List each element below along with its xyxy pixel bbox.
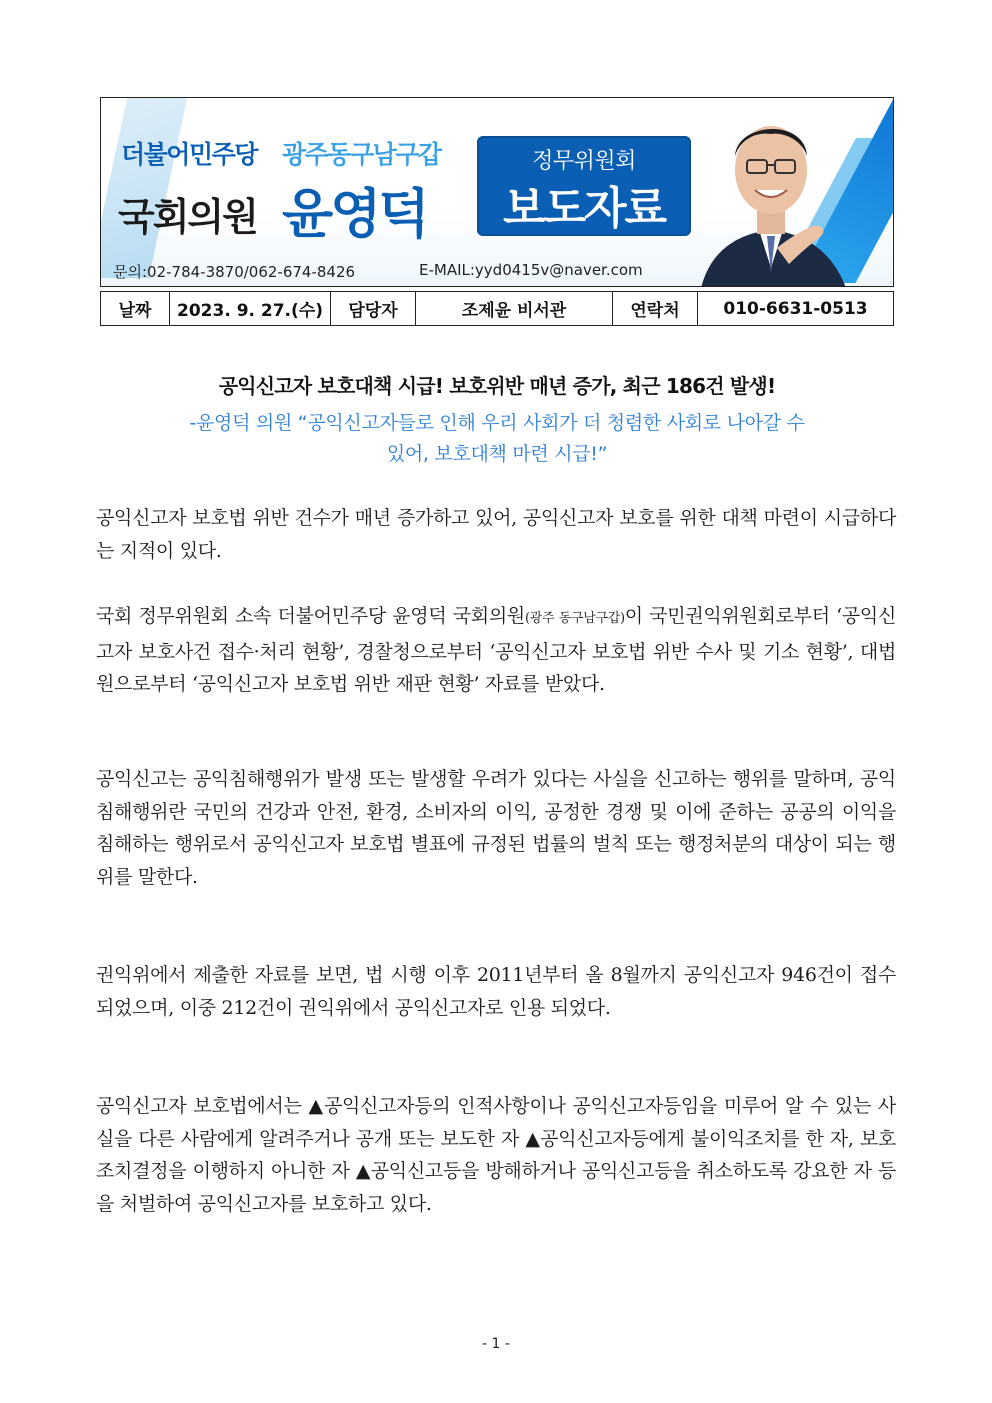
district-name: 광주동구남구갑: [282, 140, 441, 169]
body-paragraph-3: 공익신고는 공익침해행위가 발생 또는 발생할 우려가 있다는 사실을 신고하는 행위를 말하며, 공익침해행위란 국민의 건강과 안전, 환경, 소비자의 이익, 공정한 경쟁 및 이에 준하는 공공의 이익을 침해하는 행위로서 공익신고자 보호법 별표에 규정된 법률의 벌칙 또는 행정처분의 대상이 되는 행위를 말한다.: [96, 768, 896, 888]
subheadline-line-2: 있어, 보호대책 마련 시급!”: [386, 443, 608, 465]
body-paragraph-1: 공익신고자 보호법 위반 건수가 매년 증가하고 있어, 공익신고자 보호를 위한 대책 마련이 시급하다는 지적이 있다.: [96, 507, 896, 562]
subheadline: [100, 408, 894, 470]
page-number: - 1 -: [482, 1336, 510, 1352]
press-release-label: 보도자료: [502, 183, 665, 234]
member-title: 국회의원: [118, 195, 257, 239]
date-label: 날짜: [101, 292, 170, 326]
contact-phone: 문의:02-784-3870/062-674-8426: [113, 263, 356, 281]
manager-label: 담당자: [331, 292, 416, 326]
headline: 공익신고자 보호대책 시급! 보호위반 매년 증가, 최근 186건 발생!: [218, 374, 776, 398]
member-name: 윤영덕: [282, 184, 427, 245]
press-release-box: [477, 136, 691, 236]
subheadline-line-1: -윤영덕 의원 “공익신고자들로 인해 우리 사회가 더 청렴한 사회로 나아갈 수: [189, 412, 805, 434]
date-value: 2023. 9. 27.(수): [170, 292, 331, 326]
paragraph-2-part-2: 이 국민권익위원회로부터 ‘공익신고자 보호사건 접수·처리 현황’, 경찰청으로부터 ‘공익신고자 보호법 위반 수사 및 기소 현황’, 대법원으로부터 ‘공익신고자 보호법 위반 재판 현황’ 자료를 받았다.: [96, 605, 897, 695]
committee-name: 정무위원회: [532, 149, 636, 174]
info-table: [100, 291, 894, 326]
contact-email: E-MAIL:yyd0415v@naver.com: [419, 261, 643, 279]
phone-value: 010-6631-0513: [698, 292, 894, 326]
lawmaker-photo: [681, 98, 861, 287]
press-release-banner: [100, 97, 894, 287]
district-note: (광주 동구남구갑): [524, 611, 625, 626]
phone-label: 연락처: [613, 292, 698, 326]
body-paragraph-4: 권익위에서 제출한 자료를 보면, 법 시행 이후 2011년부터 올 8월까지 공익신고자 946건이 접수되었으며, 이중 212건이 권익위에서 공익신고자로 인용 되었다.: [96, 964, 896, 1019]
body-paragraph-5: 공익신고자 보호법에서는 ▲공익신고자등의 인적사항이나 공익신고자등임을 미루어 알 수 있는 사실을 다른 사람에게 알려주거나 공개 또는 보도한 자 ▲공익신고자등에게 불이익조치를 한 자, 보호조치결정을 이행하지 아니한 자 ▲공익신고등을 방해하거나 공익신고등을 취소하도록 강요한 자 등을 처벌하여 공익신고자를 보호하고 있다.: [96, 1095, 896, 1215]
body-paragraph-2: [96, 600, 896, 701]
party-name: 더불어민주당: [121, 140, 257, 169]
manager-value: 조제윤 비서관: [416, 292, 613, 326]
info-row: [101, 292, 894, 326]
paragraph-2-part-1: 국회 정무위원회 소속 더불어민주당 윤영덕 국회의원: [96, 605, 525, 627]
